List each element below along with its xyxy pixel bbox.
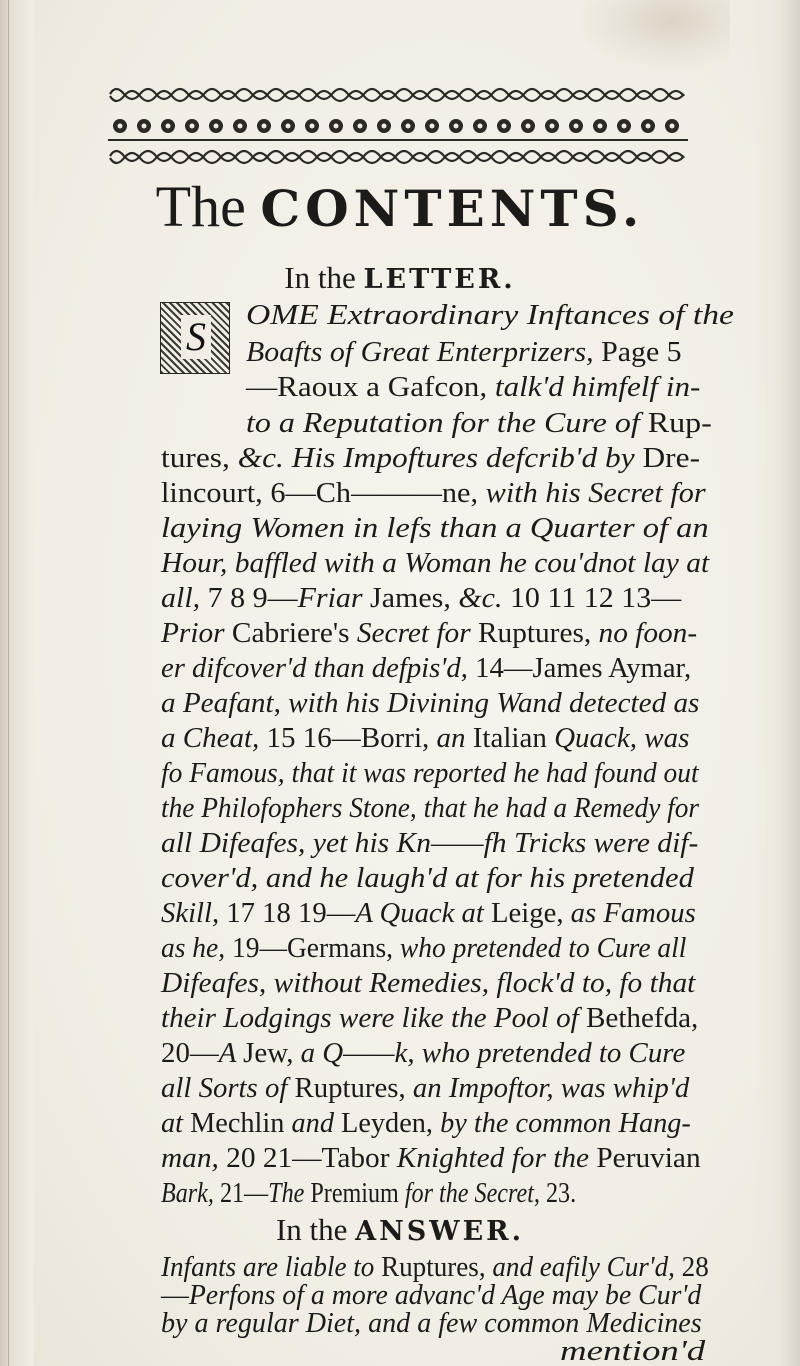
italic-text: Bark, — [161, 1177, 220, 1209]
letter-line-9 — [161, 581, 681, 615]
letter-heading-prefix: In the — [284, 260, 356, 295]
roman-text: Ruptures, — [294, 1072, 413, 1104]
drop-cap-box — [160, 302, 230, 374]
italic-text: OME Extraordinary Inftances of the — [246, 299, 734, 331]
letter-line-26 — [161, 1176, 576, 1210]
roman-text: Bethefda, — [585, 1002, 699, 1034]
roman-text: Jew, — [243, 1037, 301, 1069]
roman-text: Mechlin — [190, 1107, 292, 1139]
italic-text: Prior — [161, 617, 232, 649]
letter-line-17 — [161, 861, 694, 895]
letter-line-20 — [161, 966, 695, 1000]
letter-line-12 — [161, 686, 699, 720]
page-title — [0, 172, 800, 244]
roman-text: 23. — [545, 1177, 577, 1209]
roman-text: 10 11 12 13— — [509, 582, 682, 614]
italic-text: an Impoftor, was whip'd — [412, 1072, 690, 1104]
letter-line-5 — [161, 441, 700, 475]
italic-text: and — [291, 1107, 342, 1139]
italic-text: an — [436, 722, 473, 754]
roman-text: tures, — [161, 442, 238, 474]
italic-text: er difcover'd than defpis'd, — [161, 652, 476, 684]
italic-text: a Cheat, — [161, 722, 267, 754]
roman-text: Leyden, — [341, 1107, 441, 1139]
italic-text: Perfons of a more advanc'd Age may be Cur'd — [188, 1279, 702, 1311]
letter-line-10 — [161, 616, 697, 650]
italic-text: as he, — [161, 932, 232, 964]
ornament-flower-centers — [118, 124, 675, 129]
italic-text: at — [161, 1107, 191, 1139]
roman-text: James, — [370, 582, 459, 614]
answer-heading-prefix: In the — [275, 1212, 348, 1247]
roman-text: Leige, — [491, 897, 571, 929]
answer-line-4 — [560, 1334, 705, 1366]
letter-line-1 — [246, 298, 734, 332]
italic-text: Hour, baffled with a Woman he cou'dnot lay at — [161, 547, 710, 579]
roman-text: 14—James Aymar, — [475, 652, 692, 684]
letter-line-22 — [161, 1036, 685, 1070]
ornament-top-chain — [110, 89, 684, 101]
roman-text: Peruvian — [596, 1142, 701, 1174]
letter-line-25 — [161, 1141, 701, 1175]
italic-text: Friar — [297, 582, 371, 614]
italic-text: for the Secret, — [404, 1177, 546, 1209]
italic-text: no foon- — [598, 617, 698, 649]
italic-text: The — [268, 1177, 311, 1209]
roman-text: Rup- — [647, 407, 712, 439]
roman-text: 20 21—Tabor — [226, 1142, 397, 1174]
italic-text: a Peafant, with his Divining Wand detected as — [161, 687, 700, 719]
italic-text: to a Reputation for the Cure of — [246, 407, 648, 439]
italic-text: Infants are liable to — [161, 1251, 382, 1283]
letter-line-11 — [161, 651, 691, 685]
italic-text: a Q——k, who pretended to Cure — [300, 1037, 686, 1069]
section-heading-letter — [0, 260, 800, 296]
roman-text: 15 16—Borri, — [266, 722, 437, 754]
roman-text: —Raoux a Gafcon, — [246, 371, 495, 403]
letter-heading-main: LETTER. — [363, 264, 516, 295]
letter-line-21 — [161, 1001, 698, 1035]
headpiece-ornament — [108, 82, 688, 172]
italic-text: Boafts of Great Enterprizers, — [246, 336, 602, 368]
roman-text: Cabriere's — [231, 617, 357, 649]
letter-line-2 — [246, 335, 682, 369]
letter-line-18 — [161, 896, 696, 930]
roman-text: Dre- — [642, 442, 701, 474]
paper-stain — [580, 0, 730, 70]
italic-text: their Lodgings were like the Pool of — [161, 1002, 586, 1034]
roman-text: 20— — [161, 1037, 219, 1069]
italic-text: the Philofophers Stone, that he had a Remedy for — [161, 792, 700, 824]
roman-text: 28 — [681, 1251, 709, 1283]
roman-text: 17 18 19— — [226, 897, 356, 929]
roman-text: 7 8 9— — [207, 582, 298, 614]
roman-text: 21— — [219, 1177, 269, 1209]
section-heading-answer — [0, 1212, 800, 1248]
roman-text: Ruptures, — [381, 1251, 493, 1283]
roman-text: — — [161, 1279, 189, 1311]
letter-line-4 — [246, 406, 712, 440]
italic-text: all, — [161, 582, 208, 614]
italic-text: all Sorts of — [161, 1072, 295, 1104]
italic-text: Secret for — [356, 617, 478, 649]
title-prefix: The — [155, 174, 246, 239]
italic-text: by a regular Diet, and a few common Medicines — [161, 1307, 702, 1339]
letter-line-19 — [161, 931, 686, 965]
roman-text: 19—Germans, — [231, 932, 400, 964]
italic-text: who pretended to Cure all — [399, 932, 687, 964]
letter-line-3 — [246, 370, 700, 404]
letter-line-13 — [161, 721, 689, 755]
title-main: CONTENTS. — [260, 179, 645, 238]
italic-text: cover'd, and he laugh'd at for his pretended — [161, 862, 694, 894]
roman-text: Ruptures, — [477, 617, 599, 649]
italic-text: with his Secret for — [485, 477, 706, 509]
italic-text: Knighted for the — [396, 1142, 597, 1174]
italic-text: &c. His Impoftures defcrib'd by — [237, 442, 643, 474]
italic-text: Quack, was — [554, 722, 690, 754]
italic-text: and eafily Cur'd, — [492, 1251, 682, 1283]
ornament-middle-flowers — [113, 119, 679, 133]
italic-text: A Quack at — [355, 897, 492, 929]
italic-text: mention'd — [560, 1335, 706, 1366]
letter-line-8 — [161, 546, 709, 580]
italic-text: man, — [161, 1142, 227, 1174]
italic-text: laying Women in lefs than a Quarter of an — [161, 512, 709, 544]
letter-line-6 — [161, 476, 706, 510]
letter-line-23 — [161, 1071, 689, 1105]
letter-line-24 — [161, 1106, 691, 1140]
italic-text: all Difeafes, yet his Kn——fh Tricks were dif- — [161, 827, 699, 859]
italic-text: Difeafes, without Remedies, flock'd to, fo that — [161, 967, 696, 999]
roman-text: Italian — [472, 722, 555, 754]
letter-line-7 — [161, 511, 709, 545]
italic-text: fo Famous, that it was reported he had found out — [161, 757, 699, 789]
italic-text: &c. — [458, 582, 510, 614]
italic-text: talk'd himfelf in- — [494, 371, 701, 403]
italic-text: A — [218, 1037, 244, 1069]
roman-text: lincourt, 6—Ch———ne, — [161, 477, 486, 509]
letter-line-16 — [161, 826, 698, 860]
italic-text: by the common Hang- — [440, 1107, 691, 1139]
roman-text: Page 5 — [601, 336, 682, 368]
answer-heading-main: ANSWER. — [355, 1216, 525, 1247]
italic-text: as Famous — [570, 897, 696, 929]
letter-line-15 — [161, 791, 699, 825]
roman-text: Premium — [310, 1177, 405, 1209]
letter-line-14 — [161, 756, 699, 790]
drop-cap-letter: S — [181, 315, 211, 359]
ornament-bottom-chain — [110, 151, 684, 163]
italic-text: Skill, — [161, 897, 227, 929]
